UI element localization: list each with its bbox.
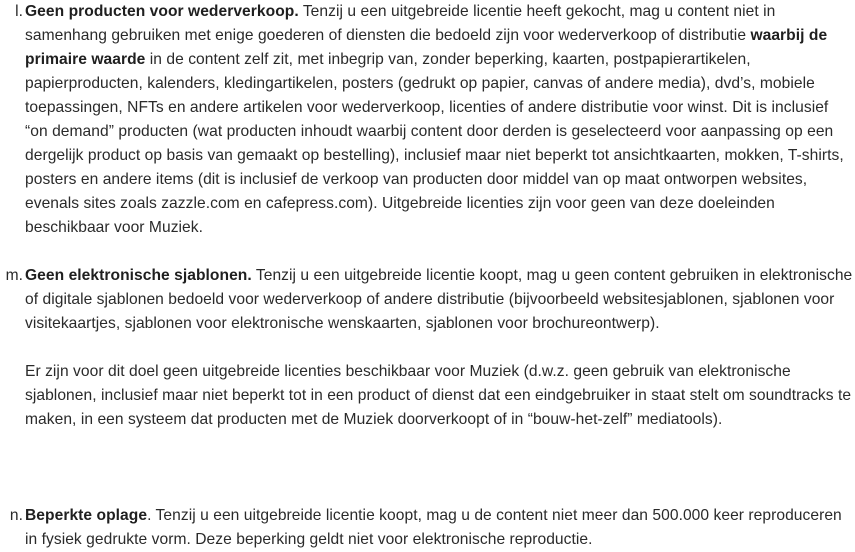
clause-paragraph <box>25 504 853 552</box>
clause-marker: l. <box>15 3 23 20</box>
clause-paragraph: Er zijn voor dit doel geen uitgebreide licenties beschikbaar voor Muziek (d.w.z. geen gebruik van elektronische sjablonen, inclusief maar niet beperkt tot in een product of dienst dat een eindgebruiker in staat stelt om soundtracks te maken, in een systeem dat producten met de Muziek doorverkoopt of in “bouw-het-zelf” mediatools). <box>25 363 852 428</box>
clause-text: in de content zelf zit, met inbegrip van, zonder beperking, kaarten, postpapierartikelen, papierproducten, kalenders, kledingartikelen, posters (gedrukt op papier, canvas of andere media), dvd’s, mobiele toepassingen, NFTs en andere artikelen voor wederverkoop, licenties of andere distributie voor winst. Dit is inclusief “on demand” producten (wat producten inhoudt waarbij content door derden is geselecteerd voor aanpassing op een dergelijk product op basis van gemaakt op bestelling), inclusief maar niet beperkt tot ansichtkaarten, mokken, T-shirts, posters en andere items (dit is inclusief de verkoop van producten door middel van op maat ontworpen websites, evenals sites zoals zazzle.com en cafepress.com). Uitgebreide licenties zijn voor geen van deze doeleinden beschikbaar voor Muziek. <box>25 51 844 236</box>
clause-marker: n. <box>9 507 23 524</box>
clause-marker: m. <box>5 267 23 284</box>
clause-text: . Tenzij u een uitgebreide licentie koopt, mag u de content niet meer dan 500.000 keer reproduceren in fysiek gedrukte vorm. Deze beperking geldt niet voor elektronische reproductie. <box>25 507 842 548</box>
clause-text: Tenzij u een uitgebreide licentie koopt, mag u geen content gebruiken in elektronische of digitale sjablonen bedoeld voor wederverkoop of andere distributie (bijvoorbeeld websitesjablonen, sjablonen voor visitekaartjes, sjablonen voor elektronische wenskaarten, sjablonen voor brochureontwerp). <box>25 267 853 332</box>
clause-title: Geen elektronische sjablonen. <box>25 267 252 284</box>
clause-emphasis: waarbij de primaire waarde <box>25 27 828 68</box>
clause-title: Beperkte oplage <box>25 507 148 524</box>
clause-paragraph <box>25 0 853 240</box>
clause-paragraph <box>25 264 853 336</box>
clause-text: Tenzij u een uitgebreide licentie heeft gekocht, mag u content niet in samenhang gebruiken met enige goederen of diensten die bedoeld zijn voor wederverkoop of distributie <box>25 3 776 44</box>
clause-body <box>25 504 853 552</box>
clause-body <box>25 0 853 240</box>
clause-title: Geen producten voor wederverkoop. <box>25 3 299 20</box>
clause-body <box>25 264 853 432</box>
